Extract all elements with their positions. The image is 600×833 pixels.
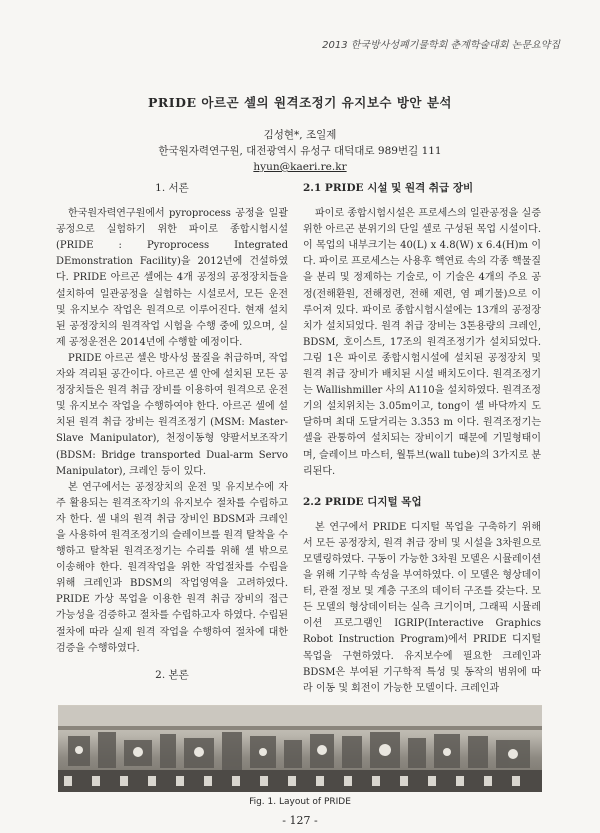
conference-header: 2013 한국방사성폐기물학회 춘계학술대회 논문요약집	[322, 40, 560, 51]
figure-caption: Fig. 1. Layout of PRIDE	[249, 797, 351, 807]
right-column	[303, 180, 541, 697]
pride-layout-figure	[58, 705, 542, 792]
section-heading-2-2: 2.2 PRIDE 디지털 목업	[303, 495, 422, 508]
author-email[interactable]: hyun@kaeri.re.kr	[253, 161, 347, 173]
author-block	[0, 127, 600, 175]
section-heading-2-1: 2.1 PRIDE 시설 및 원격 취급 장비	[303, 182, 474, 194]
intro-paragraph-1: 한국원자력연구원에서 pyroprocess 공정을 일괄 공정으로 실험하기 위한 파이로 종합시험시설 (PRIDE : Pyroprocess Integrated DEmonstration Facility)을 2012년에 건설하였다. PRIDE 아르곤 셀에는 4개 공정의 공정장치들을 설치하여 일관공정을 실험하는 시설로서, 모든 운전 및 유지보수 작업은 원격으로 이루어진다. 현재 설치된 공정장치의 원격작업 시험을 수행 중에 있으며, 실제 공정운전은 2014년에 수행할 예정이다.	[56, 208, 288, 348]
pride-layout-image	[58, 706, 542, 792]
section-heading-body: 2. 본론	[155, 668, 189, 681]
section-2-2-paragraph: 본 연구에서 PRIDE 디지털 목업을 구축하기 위해서 모든 공정장치, 원격 취급 장비 및 시설을 3차원으로 모델링하였다. 구동이 가능한 3차원 모델은 시뮬레이션을 위해 기구학 속성을 부여하였다. 이 모델은 형상데이터, 관절 정보 및 계층 구조의 데이터 구조를 갖는다. 모든 모델의 형상데이터는 실측 크기이며, 그래픽 시뮬레이션 프로그램인 IGRIP(Interactive Graphics Robot Instruction Program)에서 PRIDE 디지털 목업을 구현하였다. 유지보수에 필요한 크레인과 BDSM은 부여된 기구학적 특성 및 동작의 범위에 따라 이동 및 회전이 가능한 모델이다. 크레인과	[303, 521, 541, 694]
intro-paragraph-2: PRIDE 아르곤 셀은 방사성 물질을 취급하며, 작업자와 격리된 공간이다. 아르곤 셀 안에 설치된 모든 공정장치들은 원격 취급 장비를 이용하여 원격으로 운전 및 유지보수 작업을 수행하여야 한다. 아르곤 셀에 설치된 원격 취급 장비는 원격조정기 (MSM: Master-Slave Manipulator), 천정이동형 양팔서보조작기(BDSM: Bridge transported Dual-arm Servo Manipulator), 크레인 등이 있다.	[56, 352, 288, 477]
author-affiliation: 한국원자력연구원, 대전광역시 유성구 대덕대로 989번길 111	[158, 145, 442, 157]
paper-title: PRIDE 아르곤 셀의 원격조정기 유지보수 방안 분석	[148, 95, 452, 110]
section-2-1-paragraph: 파이로 종합시험시설은 프로세스의 일관공정을 실증위한 아르곤 분위기의 단일 셀로 구성된 목업 시설이다. 이 목업의 내부크기는 40(L) x 4.8(W) x 6.4(H)m 이다. 파이로 프로세스는 사용후 핵연료 속의 각종 핵물질을 분리 및 정제하는 기술로, 이 기술은 4개의 주요 공정(전해환원, 전해정련, 전해 제련, 염 폐기물)으로 이루어져 있다. 파이로 종합시험시설에는 13개의 공정장치가 설치되었다. 원격 취급 장비는 3톤용량의 크레인, BDSM, 호이스트, 17조의 원격조정기가 설치되었다. 그림 1은 파이로 종합시험시설에 설치된 공정장치 및 원격 취급 장비가 배치된 시설 배치도이다. 원격조정기는 Wallishmiller 사의 A110을 설치하였다. 원격조정기의 설치위치는 3.05m이고, tong이 셀 바닥까지 도달하며 최대 도달거리는 3.353 m 이다. 원격조정기는 셀을 관통하여 설치되는 장비이기 때문에 기밀형태이며, 슬레이브 마스터, 월튜브(wall tube)의 3가지로 분리된다.	[303, 208, 541, 477]
intro-paragraph-3: 본 연구에서는 공정장치의 운전 및 유지보수에 자주 활용되는 원격조작기의 유지보수 절차를 수립하고자 한다. 셀 내의 원격 취급 장비인 BDSM과 크레인을 사용하여 원격조정기의 슬레이브를 원격 탈착을 수행하고 탈착된 원격조정기는 수리를 위해 셀 밖으로 이송해야 한다. 원격작업을 위한 작업절차를 수립을 위해 크레인과 BDSM의 작업영역을 고려하였다. PRIDE 가상 목업을 이용한 원격 취급 장비의 접근 가능성을 검증하고 절차를 수립하고자 하였다. 수립된 절차에 따라 실제 원격 작업을 수행하여 절차에 대한 검증을 수행하였다.	[56, 481, 288, 654]
author-names: 김성현*, 조일제	[263, 129, 337, 141]
page-number: - 127 -	[282, 814, 318, 827]
left-column	[56, 180, 288, 683]
section-heading-intro: 1. 서론	[155, 182, 189, 194]
